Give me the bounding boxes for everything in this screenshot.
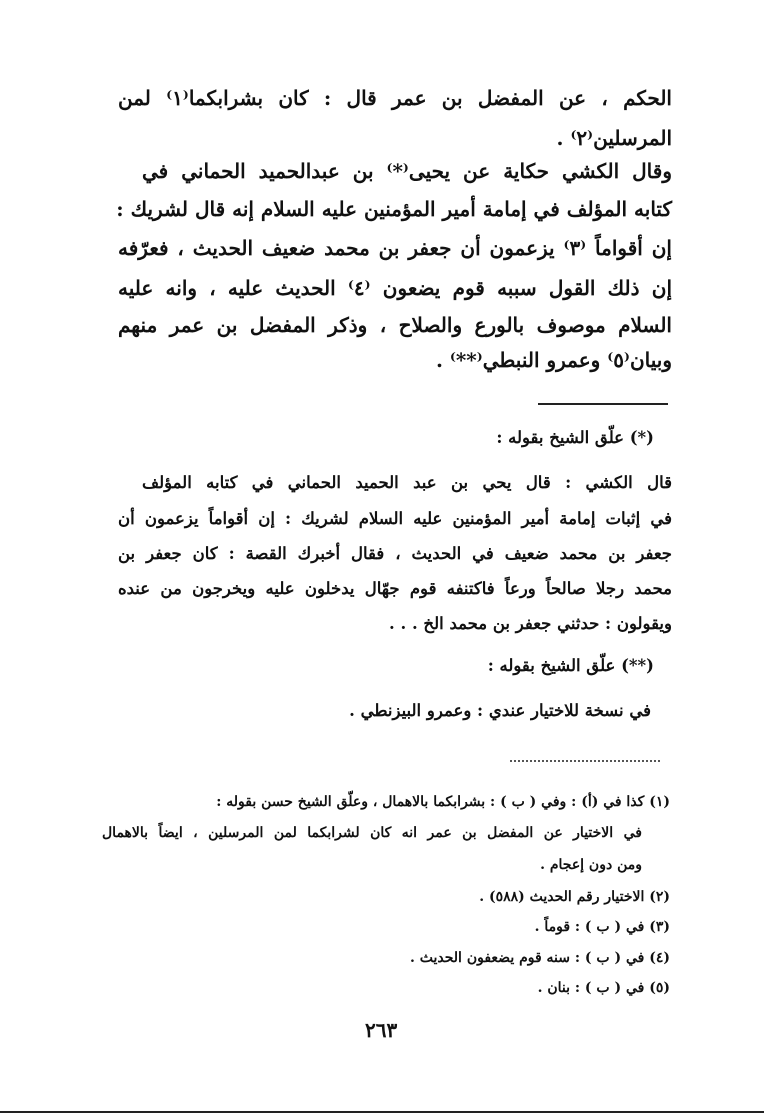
main-text-line: الحكم ، عن المفضل بن عمر قال : كان بشرابكما⁽١⁾ لمن	[118, 86, 672, 110]
note-heading: (**) علّق الشيخ بقوله :	[487, 656, 654, 675]
note-line: في إثبات إمامة أمير المؤمنين عليه السلام لشريك : إن أقواماً يزعمون أن	[118, 509, 672, 528]
footnote: في الاختيار عن المفضل بن عمر انه كان لشرابكما لمن المرسلين ، ايضاً بالاهمال	[102, 825, 642, 841]
main-text-line: السلام موصوف بالورع والصلاح ، وذكر المفضل بن عمر منهم	[118, 313, 672, 337]
note-line: محمد رجلا صالحاً ورعاً فاكتنفه قوم جهّال يدخلون عليه ويخرجون من عنده	[118, 579, 672, 598]
main-text-line: المرسلين⁽٢⁾ .	[556, 126, 672, 150]
footnote: ومن دون إعجام .	[540, 857, 642, 873]
note-line: ويقولون : حدثني جعفر بن محمد الخ . . .	[388, 614, 672, 633]
main-text-line: إن ذلك القول سببه قوم يضعون ⁽٤⁾ الحديث عليه ، وانه عليه	[118, 276, 672, 300]
page-number: ٢٦٣	[365, 1018, 398, 1042]
main-text-line: وبيان⁽٥⁾ وعمرو النبطي⁽**⁾ .	[435, 348, 672, 372]
main-text-line: وقال الكشي حكاية عن يحيى⁽*⁾ بن عبدالحميد الحماني في	[142, 159, 672, 183]
footnote-separator	[510, 760, 660, 762]
footnote: (٢) الاختيار رقم الحديث (٥٨٨) .	[479, 889, 670, 905]
note-heading: (*) علّق الشيخ بقوله :	[496, 428, 654, 447]
footnote: (٤) في ( ب ) : سنه قوم يضعفون الحديث .	[410, 950, 670, 966]
separator-rule	[538, 403, 668, 405]
footnote: (٣) في ( ب ) : قوماً .	[534, 919, 670, 935]
main-text-line: كتابه المؤلف في إمامة أمير المؤمنين عليه السلام إنه قال لشريك :	[116, 197, 672, 221]
footnote: (١) كذا في (أ) : وفي ( ب ) : بشرابكما بالاهمال ، وعلّق الشيخ حسن بقوله :	[216, 794, 670, 810]
footnote: (٥) في ( ب ) : بنان .	[537, 980, 670, 996]
note-line: قال الكشي : قال يحي بن عبد الحميد الحماني في كتابه المؤلف	[142, 473, 672, 492]
note-line: في نسخة للاختيار عندي : وعمرو البيزنطي .	[349, 701, 651, 720]
main-text-line: إن أقواماً ⁽٣⁾ يزعمون أن جعفر بن محمد ضعيف الحديث ، فعرّفه	[118, 236, 672, 260]
page-bottom-edge	[0, 1111, 764, 1113]
note-line: جعفر بن محمد ضعيف في الحديث ، فقال أخبرك القصة : كان جعفر بن	[118, 544, 672, 563]
